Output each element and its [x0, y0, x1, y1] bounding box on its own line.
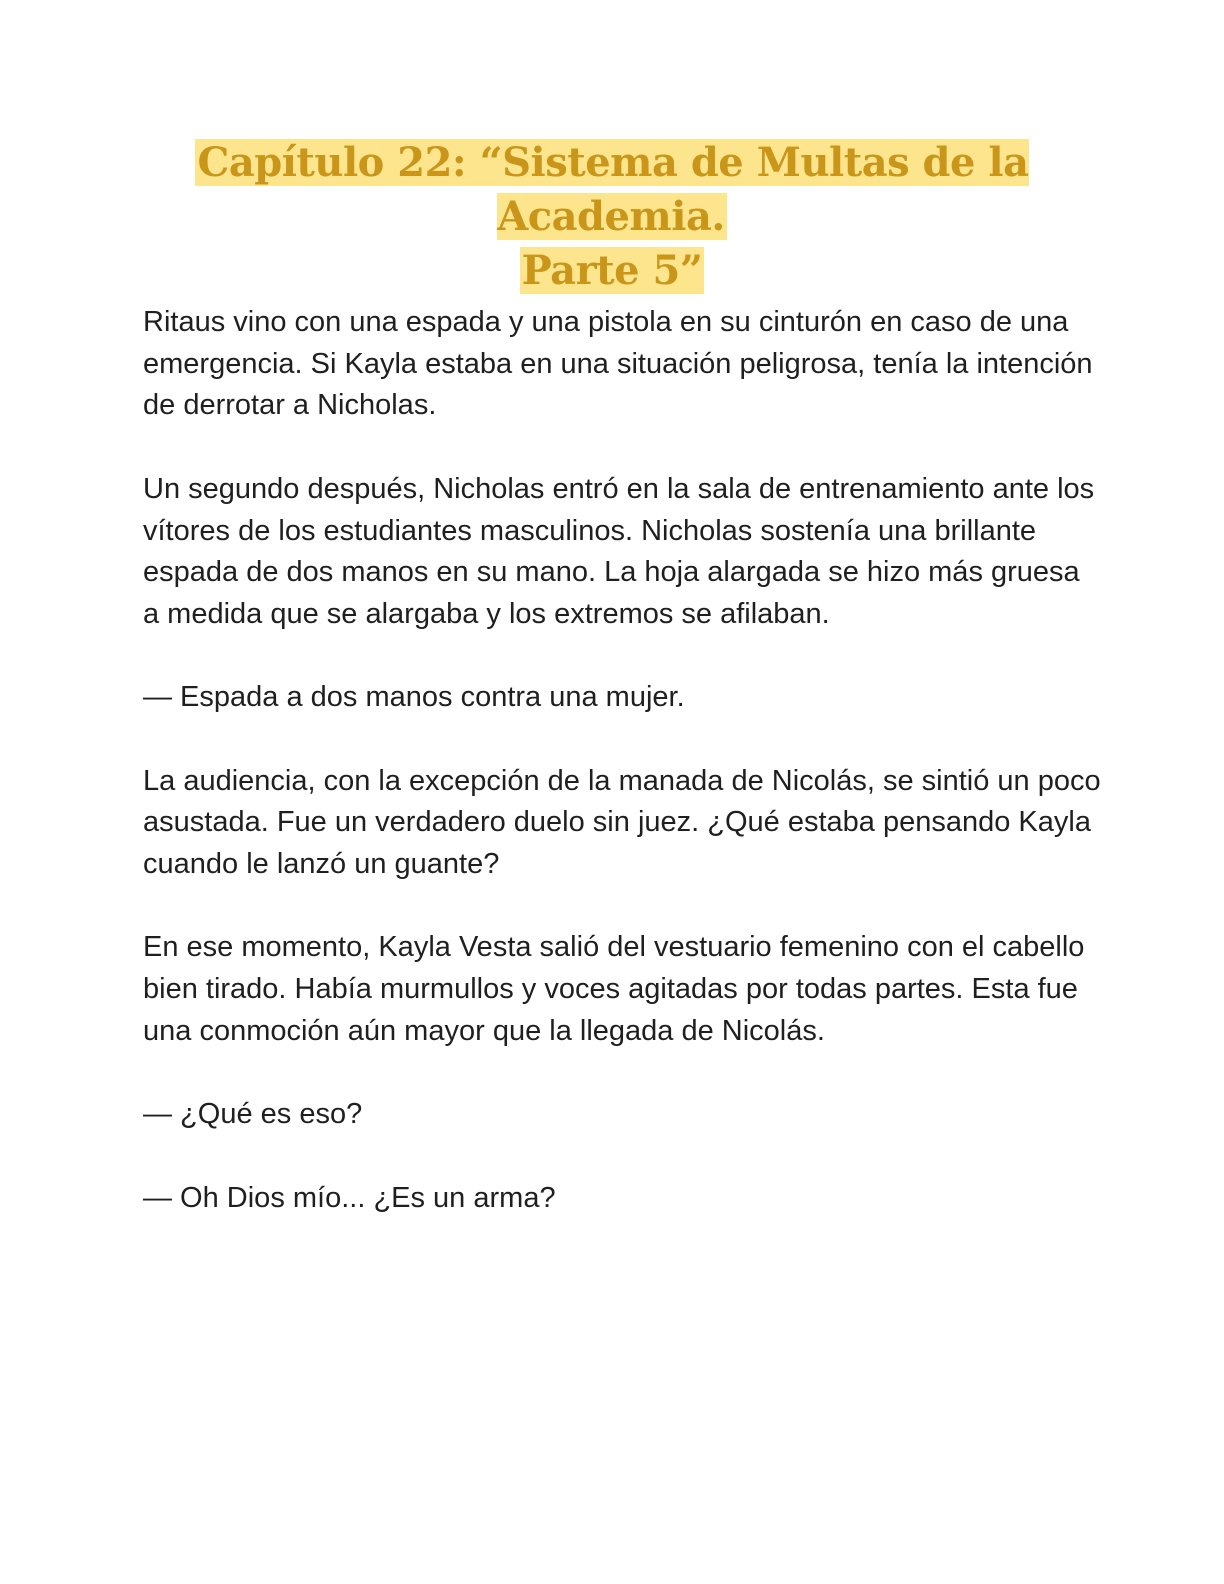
- paragraph: En ese momento, Kayla Vesta salió del vestuario femenino con el cabello bien tirado. Había murmullos y voces agitadas por todas partes. Esta fue una conmoción aún mayor que la llegada de Nicolás.: [143, 931, 1085, 1047]
- dialogue-line: — ¿Qué es eso?: [143, 1098, 363, 1131]
- chapter-body: [143, 302, 1103, 1261]
- paragraph: Un segundo después, Nicholas entró en la sala de entrenamiento ante los vítores de los estudiantes masculinos. Nicholas sostenía una brillante espada de dos manos en su mano. La hoja alargada se hizo más gruesa a medida que se alargaba y los extremos se afilaban.: [143, 472, 1095, 630]
- chapter-title-line-2: Parte 5”: [521, 247, 703, 294]
- paragraph: La audiencia, con la excepción de la manada de Nicolás, se sintió un poco asustada. Fue un verdadero duelo sin juez. ¿Qué estaba pensando Kayla cuando le lanzó un guante?: [143, 764, 1101, 881]
- dialogue-line: — Oh Dios mío... ¿Es un arma?: [143, 1181, 556, 1214]
- chapter-title-line-1: Capítulo 22: “Sistema de Multas de la Academia.: [197, 139, 1029, 240]
- chapter-title: [120, 136, 1104, 298]
- dialogue-line: — Espada a dos manos contra una mujer.: [143, 681, 685, 714]
- paragraph: Ritaus vino con una espada y una pistola en su cinturón en caso de una emergencia. Si Kayla estaba en una situación peligrosa, tenía la intención de derrotar a Nicholas.: [143, 306, 1093, 422]
